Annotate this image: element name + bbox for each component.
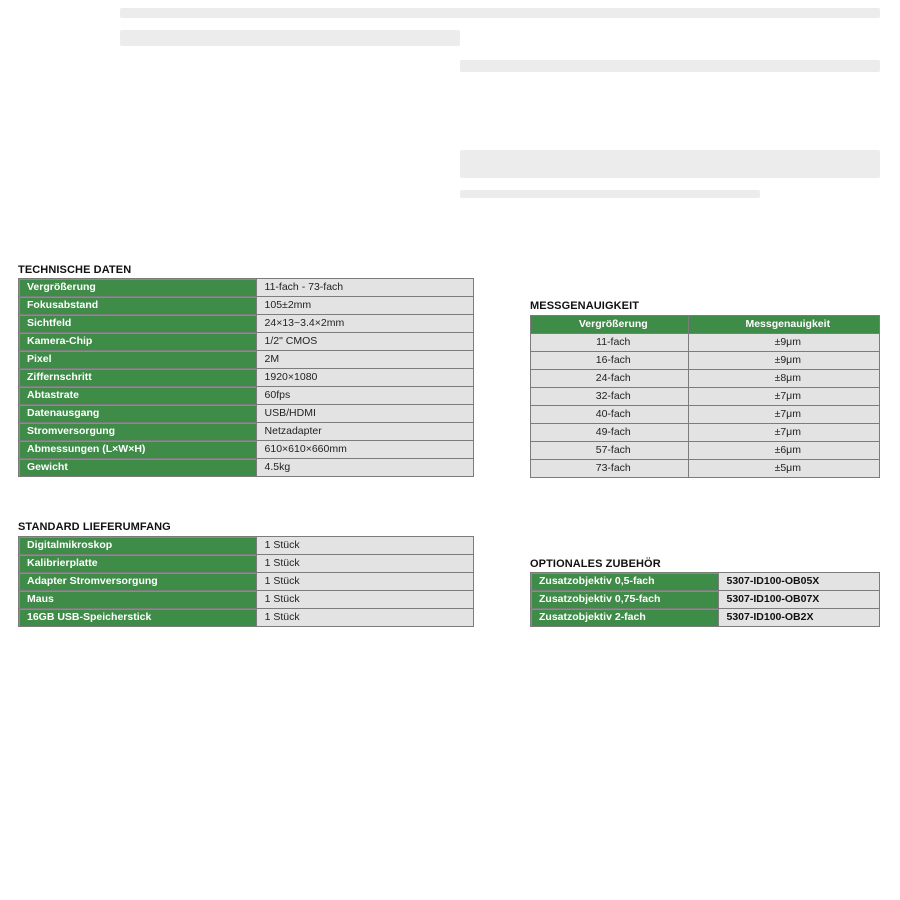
table-row [531, 352, 880, 370]
table-row [531, 609, 880, 627]
accuracy-cell: ±7μm [688, 388, 879, 406]
accessory-code: 5307-ID100-OB05X [718, 573, 880, 591]
table-row [19, 387, 474, 405]
accessories-table [530, 572, 880, 627]
column-header: Vergrößerung [531, 316, 689, 334]
table-row [19, 573, 474, 591]
table-row [19, 555, 474, 573]
spec-label: Datenausgang [19, 405, 257, 423]
spec-value: USB/HDMI [256, 405, 473, 423]
item-quantity: 1 Stück [256, 555, 473, 573]
background-ghost-text [460, 60, 880, 72]
magnification-cell: 57-fach [531, 442, 689, 460]
table-row [531, 370, 880, 388]
accuracy-section-title: MESSGENAUIGKEIT [530, 300, 640, 312]
table-row [19, 441, 474, 459]
item-label: Maus [19, 591, 257, 609]
table-row [531, 388, 880, 406]
spec-label: Fokusabstand [19, 297, 257, 315]
item-quantity: 1 Stück [256, 609, 473, 627]
spec-value: 105±2mm [256, 297, 473, 315]
spec-label: Gewicht [19, 459, 257, 477]
table-row [531, 573, 880, 591]
spec-label: Vergrößerung [19, 279, 257, 297]
spec-label: Stromversorgung [19, 423, 257, 441]
spec-value: 24×13~3.4×2mm [256, 315, 473, 333]
table-row [19, 609, 474, 627]
magnification-cell: 40-fach [531, 406, 689, 424]
item-label: Adapter Stromversorgung [19, 573, 257, 591]
spec-value: 4.5kg [256, 459, 473, 477]
accessory-code: 5307-ID100-OB07X [718, 591, 880, 609]
delivery-section-title: STANDARD LIEFERUMFANG [18, 521, 171, 533]
table-row [19, 591, 474, 609]
table-row [531, 406, 880, 424]
item-label: 16GB USB-Speicherstick [19, 609, 257, 627]
accuracy-cell: ±8μm [688, 370, 879, 388]
background-ghost-text [460, 150, 880, 178]
magnification-cell: 73-fach [531, 460, 689, 478]
magnification-cell: 11-fach [531, 334, 689, 352]
table-row [19, 405, 474, 423]
background-ghost-text [120, 30, 460, 46]
accessory-label: Zusatzobjektiv 0,5-fach [531, 573, 719, 591]
spec-value: 1920×1080 [256, 369, 473, 387]
table-header-row [531, 316, 880, 334]
spec-value: 610×610×660mm [256, 441, 473, 459]
item-label: Kalibrierplatte [19, 555, 257, 573]
spec-label: Ziffernschritt [19, 369, 257, 387]
magnification-cell: 32-fach [531, 388, 689, 406]
background-ghost-text [460, 190, 760, 198]
table-row [19, 297, 474, 315]
accessories-section-title: OPTIONALES ZUBEHÖR [530, 558, 661, 570]
table-row [19, 279, 474, 297]
spec-label: Kamera-Chip [19, 333, 257, 351]
spec-label: Abmessungen (L×W×H) [19, 441, 257, 459]
table-row [19, 369, 474, 387]
table-row [531, 460, 880, 478]
table-row [19, 537, 474, 555]
column-header: Messgenauigkeit [688, 316, 879, 334]
magnification-cell: 49-fach [531, 424, 689, 442]
accuracy-cell: ±7μm [688, 424, 879, 442]
spec-value: 2M [256, 351, 473, 369]
spec-label: Pixel [19, 351, 257, 369]
table-row [531, 442, 880, 460]
table-row [19, 351, 474, 369]
item-label: Digitalmikroskop [19, 537, 257, 555]
spec-label: Sichtfeld [19, 315, 257, 333]
accuracy-cell: ±5μm [688, 460, 879, 478]
spec-value: 11-fach - 73-fach [256, 279, 473, 297]
accuracy-cell: ±9μm [688, 352, 879, 370]
accessory-label: Zusatzobjektiv 0,75-fach [531, 591, 719, 609]
accessory-label: Zusatzobjektiv 2-fach [531, 609, 719, 627]
accuracy-cell: ±6μm [688, 442, 879, 460]
delivery-table [18, 536, 474, 627]
spec-value: 60fps [256, 387, 473, 405]
spec-value: Netzadapter [256, 423, 473, 441]
table-row [531, 591, 880, 609]
accuracy-cell: ±7μm [688, 406, 879, 424]
table-row [19, 315, 474, 333]
table-row [19, 423, 474, 441]
item-quantity: 1 Stück [256, 537, 473, 555]
spec-label: Abtastrate [19, 387, 257, 405]
spec-value: 1/2" CMOS [256, 333, 473, 351]
accuracy-cell: ±9μm [688, 334, 879, 352]
accessory-code: 5307-ID100-OB2X [718, 609, 880, 627]
table-row [531, 424, 880, 442]
tech-section-title: TECHNISCHE DATEN [18, 264, 132, 276]
tech-table [18, 278, 474, 477]
magnification-cell: 24-fach [531, 370, 689, 388]
magnification-cell: 16-fach [531, 352, 689, 370]
table-row [19, 333, 474, 351]
accuracy-table [530, 315, 880, 478]
table-row [19, 459, 474, 477]
item-quantity: 1 Stück [256, 573, 473, 591]
table-row [531, 334, 880, 352]
background-ghost-text [120, 8, 880, 18]
item-quantity: 1 Stück [256, 591, 473, 609]
